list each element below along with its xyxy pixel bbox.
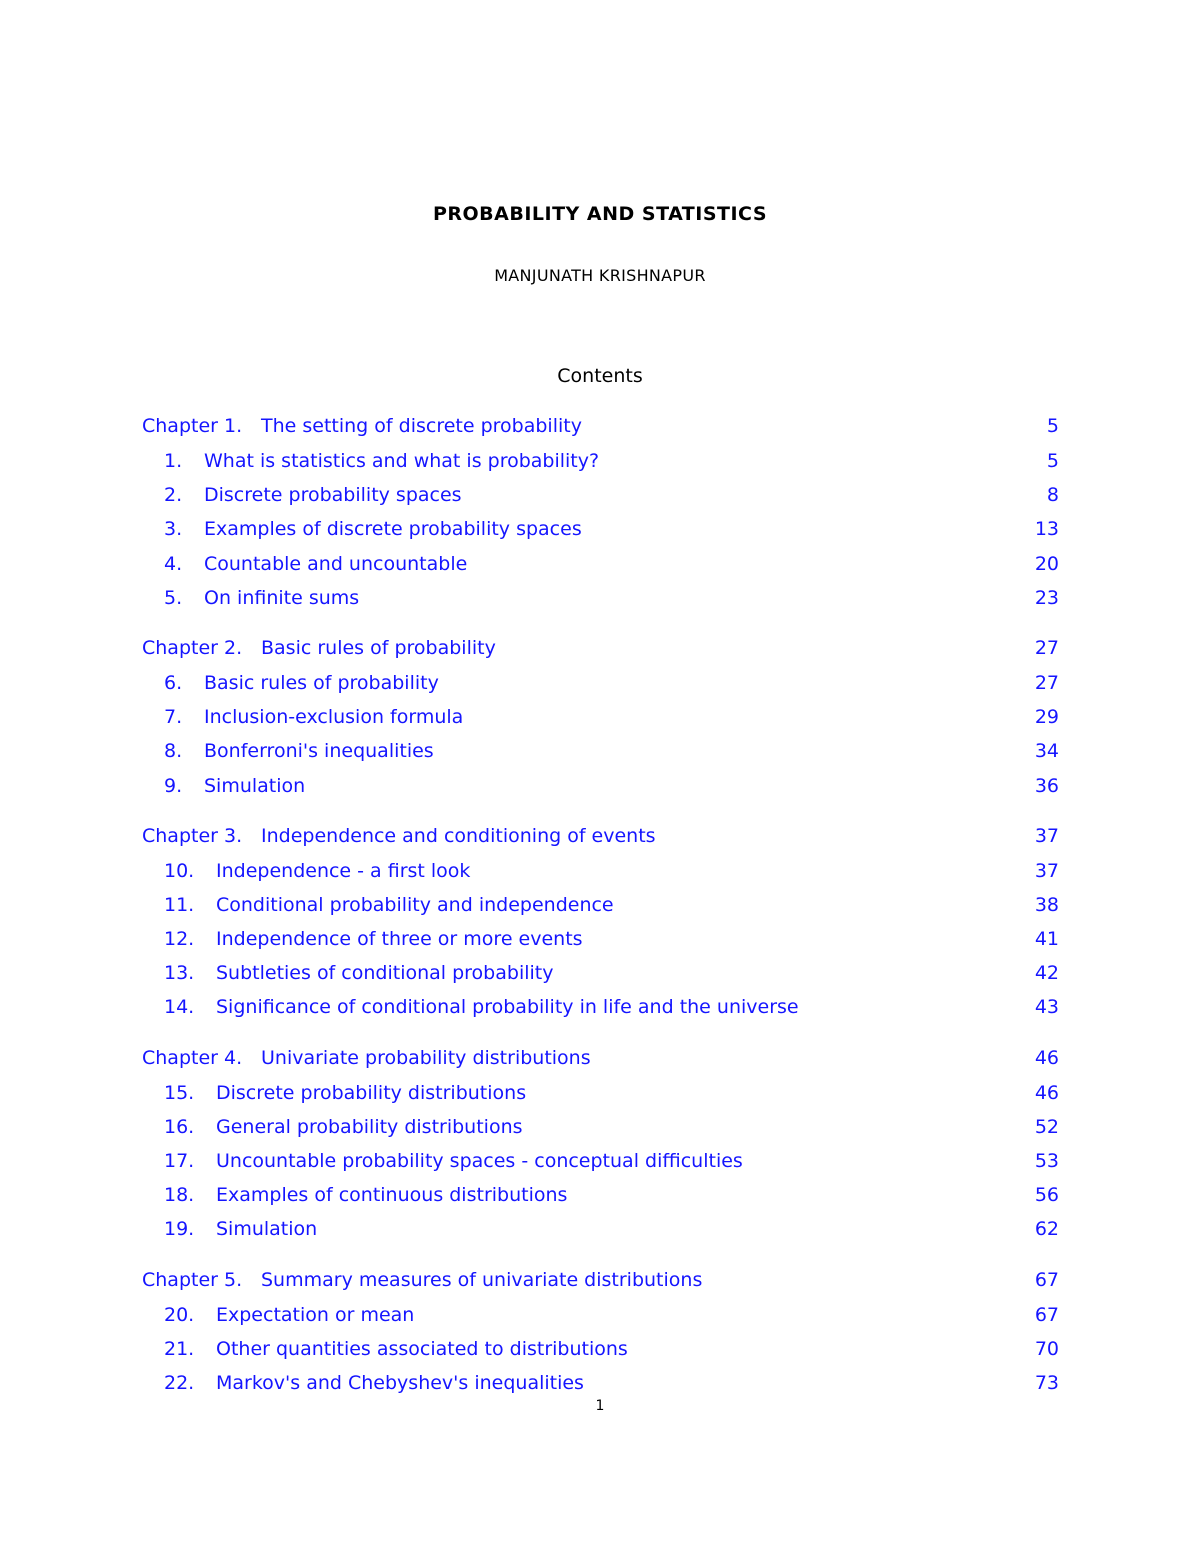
section-number-link[interactable]: 11. <box>164 893 195 916</box>
section-number-link[interactable]: 21. <box>164 1337 195 1360</box>
section-number-link[interactable]: 1. <box>164 450 183 472</box>
section-number-link[interactable]: 4. <box>164 552 183 575</box>
toc-section-entry <box>142 666 1059 700</box>
section-page-link[interactable]: 56 <box>1034 1184 1059 1207</box>
section-title-link[interactable]: Conditional probability and independence <box>216 893 614 916</box>
section-number-link[interactable]: 10. <box>164 859 195 882</box>
section-page-link[interactable]: 5 <box>1046 450 1059 472</box>
section-number-link[interactable]: 20. <box>164 1303 195 1326</box>
section-page-link[interactable]: 34 <box>1034 740 1059 763</box>
section-number-link[interactable]: 12. <box>164 928 195 951</box>
chapter-title-link[interactable]: Basic rules of probability <box>261 636 496 659</box>
toc-section-entry <box>142 1366 1059 1400</box>
section-number-link[interactable]: 15. <box>164 1081 195 1104</box>
section-title-link[interactable]: Subtleties of conditional probability <box>216 962 554 985</box>
section-title-link[interactable]: Examples of continuous distributions <box>216 1184 568 1207</box>
section-number-link[interactable]: 22. <box>164 1371 195 1394</box>
section-title-link[interactable]: Simulation <box>204 774 306 797</box>
section-title-link[interactable]: Basic rules of probability <box>204 671 439 694</box>
section-page-link[interactable]: 23 <box>1034 586 1059 609</box>
author-name: MANJUNATH KRISHNAPUR <box>494 266 706 285</box>
section-page-link[interactable]: 37 <box>1034 859 1059 882</box>
section-page-link[interactable]: 36 <box>1034 774 1059 797</box>
toc-section-entry <box>142 1144 1059 1178</box>
toc-section-entry <box>142 1110 1059 1144</box>
toc-section-entry <box>142 1076 1059 1110</box>
chapter-title-link[interactable]: Summary measures of univariate distributions <box>261 1268 703 1291</box>
section-page-link[interactable]: 62 <box>1034 1218 1059 1241</box>
toc-section-entry <box>142 512 1059 546</box>
toc-section-entry <box>142 1212 1059 1246</box>
chapter-number-link[interactable]: Chapter 1. <box>142 415 243 437</box>
section-title-link[interactable]: Simulation <box>216 1218 318 1241</box>
toc-section-entry <box>142 547 1059 581</box>
section-title-link[interactable]: Examples of discrete probability spaces <box>204 518 582 541</box>
section-page-link[interactable]: 29 <box>1034 706 1059 729</box>
chapter-title-link[interactable]: Univariate probability distributions <box>261 1046 591 1069</box>
toc-section-entry <box>142 888 1059 922</box>
chapter-page-link[interactable]: 5 <box>1046 415 1059 437</box>
section-number-link[interactable]: 19. <box>164 1218 195 1241</box>
section-page-link[interactable]: 20 <box>1034 552 1059 575</box>
toc-section-entry <box>142 990 1059 1024</box>
page-number: 1 <box>595 1398 605 1414</box>
toc-section-entry <box>142 444 1059 478</box>
chapter-title-link[interactable]: The setting of discrete probability <box>261 415 582 437</box>
section-page-link[interactable]: 46 <box>1034 1081 1059 1104</box>
chapter-page-link[interactable]: 27 <box>1034 636 1059 659</box>
section-page-link[interactable]: 41 <box>1034 928 1059 951</box>
chapter-number-link[interactable]: Chapter 5. <box>142 1268 243 1291</box>
section-title-link[interactable]: Independence - a first look <box>216 859 471 882</box>
section-title-link[interactable]: Discrete probability distributions <box>216 1081 527 1104</box>
toc-section-entry <box>142 769 1059 803</box>
section-number-link[interactable]: 14. <box>164 996 195 1019</box>
section-title-link[interactable]: Inclusion-exclusion formula <box>204 706 464 729</box>
table-of-contents <box>142 409 1059 1400</box>
section-page-link[interactable]: 38 <box>1034 893 1059 916</box>
section-page-link[interactable]: 43 <box>1034 996 1059 1019</box>
section-title-link[interactable]: Discrete probability spaces <box>204 484 462 507</box>
section-title-link[interactable]: Other quantities associated to distributions <box>216 1337 628 1360</box>
section-page-link[interactable]: 73 <box>1034 1371 1059 1394</box>
section-page-link[interactable]: 70 <box>1034 1337 1059 1360</box>
section-title-link[interactable]: Bonferroni's inequalities <box>204 740 434 763</box>
section-number-link[interactable]: 8. <box>164 740 183 763</box>
section-number-link[interactable]: 18. <box>164 1184 195 1207</box>
section-title-link[interactable]: Significance of conditional probability in life and the universe <box>216 996 799 1019</box>
toc-section-entry <box>142 478 1059 512</box>
chapter-page-link[interactable]: 46 <box>1034 1046 1059 1069</box>
section-page-link[interactable]: 8 <box>1046 484 1059 507</box>
section-page-link[interactable]: 52 <box>1034 1115 1059 1138</box>
toc-section-entry <box>142 581 1059 615</box>
section-page-link[interactable]: 53 <box>1034 1150 1059 1172</box>
section-number-link[interactable]: 9. <box>164 774 183 797</box>
section-title-link[interactable]: General probability distributions <box>216 1115 523 1138</box>
chapter-page-link[interactable]: 67 <box>1034 1268 1059 1291</box>
section-number-link[interactable]: 2. <box>164 484 183 507</box>
section-page-link[interactable]: 42 <box>1034 962 1059 985</box>
toc-section-entry <box>142 700 1059 734</box>
section-title-link[interactable]: Independence of three or more events <box>216 928 583 951</box>
toc-section-entry <box>142 1332 1059 1366</box>
toc-chapter-entry <box>142 409 1059 444</box>
toc-section-entry <box>142 1178 1059 1212</box>
toc-section-entry <box>142 854 1059 888</box>
chapter-number-link[interactable]: Chapter 2. <box>142 636 243 659</box>
section-number-link[interactable]: 13. <box>164 962 195 985</box>
section-title-link[interactable]: On infinite sums <box>204 586 360 609</box>
toc-section-entry <box>142 734 1059 768</box>
section-number-link[interactable]: 7. <box>164 706 183 729</box>
document-title: PROBABILITY AND STATISTICS <box>432 203 768 225</box>
section-title-link[interactable]: Expectation or mean <box>216 1303 415 1326</box>
section-number-link[interactable]: 6. <box>164 671 183 694</box>
chapter-title-link[interactable]: Independence and conditioning of events <box>261 824 656 847</box>
section-number-link[interactable]: 3. <box>164 518 183 541</box>
chapter-number-link[interactable]: Chapter 4. <box>142 1046 243 1069</box>
toc-section-entry <box>142 1298 1059 1332</box>
toc-section-entry <box>142 922 1059 956</box>
section-page-link[interactable]: 13 <box>1034 518 1059 541</box>
section-page-link[interactable]: 27 <box>1034 671 1059 694</box>
section-number-link[interactable]: 16. <box>164 1115 195 1138</box>
toc-chapter-entry <box>142 1041 1059 1076</box>
section-title-link[interactable]: Markov's and Chebyshev's inequalities <box>216 1371 584 1394</box>
chapter-number-link[interactable]: Chapter 3. <box>142 824 243 847</box>
section-number-link[interactable]: 5. <box>164 586 183 609</box>
section-title-link[interactable]: Countable and uncountable <box>204 552 468 575</box>
section-title-link[interactable]: What is statistics and what is probability? <box>204 450 600 472</box>
section-title-link[interactable]: Uncountable probability spaces - conceptual difficulties <box>216 1150 743 1172</box>
toc-chapter-entry <box>142 1263 1059 1298</box>
toc-chapter-entry <box>142 631 1059 666</box>
contents-heading: Contents <box>557 365 643 387</box>
toc-chapter-entry <box>142 819 1059 854</box>
toc-section-entry <box>142 956 1059 990</box>
chapter-page-link[interactable]: 37 <box>1034 824 1059 847</box>
section-page-link[interactable]: 67 <box>1034 1303 1059 1326</box>
section-number-link[interactable]: 17. <box>164 1150 195 1172</box>
